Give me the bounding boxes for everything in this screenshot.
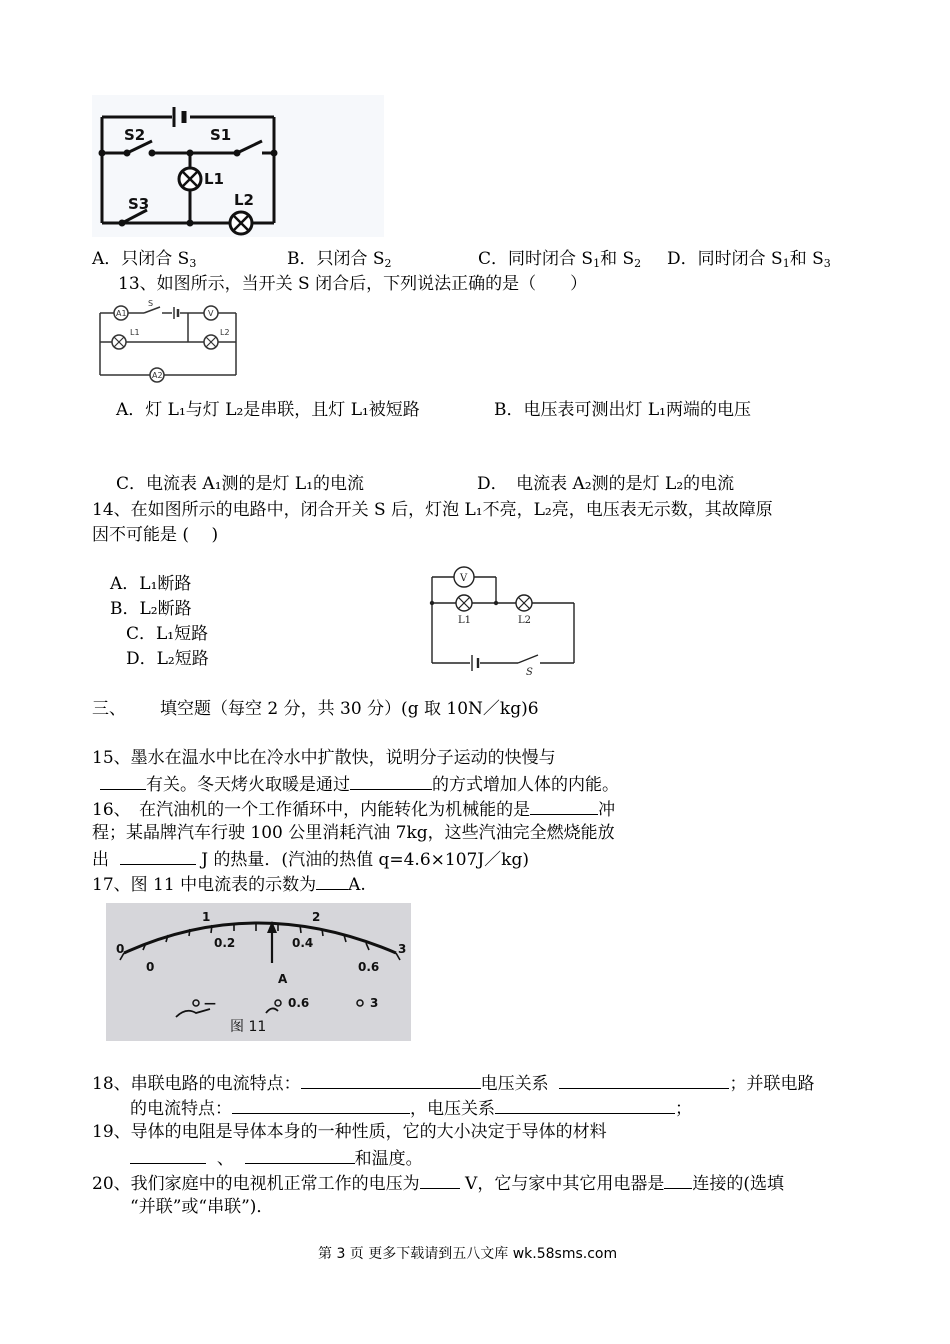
lamp-l2-icon	[516, 595, 532, 611]
q19-line2: 、 和温度。	[130, 1145, 423, 1171]
label-l2: L2	[220, 328, 230, 337]
q14-option-b: B．L₂断路	[110, 599, 192, 619]
figure-caption: 图 11	[230, 1019, 267, 1035]
page-footer: 第 3 页 更多下载请到五八文库 wk.58sms.com	[318, 1246, 618, 1262]
tick-top-1: 1	[202, 910, 211, 924]
circuit-diagram-q13	[92, 297, 242, 383]
blank-input[interactable]	[130, 1145, 206, 1164]
label-v: V	[460, 573, 468, 584]
q13-option-a: A．灯 L₁与灯 L₂是串联，且灯 L₁被短路	[116, 400, 420, 420]
q12-option-c: C．同时闭合 $S_1$和 $S_2$	[478, 249, 642, 270]
tick-top-2: 2	[312, 910, 321, 924]
q12-option-d: D．同时闭合 $S_1$和 $S_3$	[667, 249, 831, 270]
blank-input[interactable]	[232, 1095, 410, 1114]
tick-top-0: 0	[116, 942, 125, 956]
tick-top-3: 3	[398, 942, 407, 956]
q12-option-a: A．只闭合 $S_3$	[92, 249, 197, 270]
label-a1: A1	[116, 309, 127, 318]
blank-input[interactable]	[301, 1070, 481, 1089]
label-v: V	[208, 309, 214, 318]
tick-0-2: 0.2	[214, 936, 236, 950]
lamp-l1-icon	[456, 595, 472, 611]
q15-line2: 有关。冬天烤火取暖是通过 的方式增加人体的内能。	[100, 771, 619, 797]
q17-text: 17、图 11 中电流表的示数为 A.	[92, 871, 366, 897]
q20-line1: 20、我们家庭中的电视机正常工作的电压为 V，它与家中其它用电器是 连接的(选填	[92, 1170, 784, 1196]
terminal-0-6: 0.6	[288, 996, 310, 1010]
blank-input[interactable]	[350, 771, 432, 790]
q20-line2: “并联”或“串联”)．	[130, 1197, 274, 1217]
label-s: S	[148, 299, 154, 308]
blank-input[interactable]	[530, 796, 598, 815]
blank-input[interactable]	[100, 771, 146, 790]
q14-stem-line1: 14、在如图所示的电路中，闭合开关 S 后，灯泡 L₁不亮，L₂亮，电压表无示数，其故障原	[92, 500, 773, 520]
circuit-diagram-q14	[428, 565, 580, 677]
label-s1: S1	[210, 126, 232, 144]
q13-stem: 13、如图所示，当开关 S 闭合后，下列说法正确的是（ ）	[118, 274, 588, 294]
label-l2: L2	[518, 615, 532, 626]
q14-option-a: A．L₁断路	[110, 574, 192, 594]
tick-bottom-0: 0	[146, 960, 155, 974]
label-l2: L2	[234, 191, 254, 209]
q19-line1: 19、导体的电阻是导体本身的一种性质，它的大小决定于导体的材料	[92, 1122, 607, 1142]
ammeter-dial	[106, 903, 411, 1041]
q13-option-c: C．电流表 A₁测的是灯 L₁的电流	[116, 474, 365, 494]
terminal-3: 3	[370, 996, 379, 1010]
blank-input[interactable]	[120, 846, 196, 865]
blank-input[interactable]	[316, 871, 348, 890]
section-number: 三、	[92, 699, 126, 719]
section-title: 填空题（每空 2 分，共 30 分）(g 取 10N／kg)6	[160, 699, 539, 719]
meter-unit: A	[278, 972, 288, 986]
q12-option-b: B．只闭合 $S_2$	[287, 249, 392, 270]
lamp-l2-icon	[204, 335, 218, 349]
tick-0-4: 0.4	[292, 936, 314, 950]
q16-line2: 程；某晶牌汽车行驶 100 公里消耗汽油 7kg，这些汽油完全燃烧能放	[92, 823, 615, 843]
label-l1: L1	[130, 328, 140, 337]
blank-input[interactable]	[245, 1145, 355, 1164]
label-a2: A2	[152, 371, 163, 380]
label-l1: L1	[458, 615, 472, 626]
terminal-negative: —	[204, 996, 216, 1010]
blank-input[interactable]	[664, 1170, 692, 1189]
q18-line2: 的电流特点： ，电压关系 ；	[130, 1095, 692, 1121]
q14-option-c: C．L₁短路	[126, 624, 209, 644]
lamp-l1-icon	[179, 168, 201, 190]
blank-input[interactable]	[420, 1170, 460, 1189]
blank-input[interactable]	[495, 1095, 675, 1114]
q16-line1: 16、 在汽油机的一个工作循环中，内能转化为机械能的是 冲	[92, 796, 615, 822]
q13-option-b: B．电压表可测出灯 L₁两端的电压	[494, 400, 751, 420]
label-l1: L1	[204, 170, 224, 188]
q14-option-d: D．L₂短路	[126, 649, 209, 669]
q18-line1: 18、串联电路的电流特点： 电压关系 ；并联电路	[92, 1070, 814, 1096]
q14-stem-line2: 因不可能是 ( )	[92, 525, 219, 545]
q16-line3: 出 J 的热量．(汽油的热值 q=4.6×107J／kg)	[92, 846, 529, 872]
q13-option-d: D． 电流表 A₂测的是灯 L₂的电流	[477, 474, 735, 494]
q15-line1: 15、墨水在温水中比在冷水中扩散快，说明分子运动的快慢与	[92, 748, 556, 768]
tick-0-6: 0.6	[358, 960, 380, 974]
circuit-diagram-q12	[92, 95, 384, 237]
label-s3: S3	[128, 195, 150, 213]
label-s: S	[526, 667, 533, 677]
blank-input[interactable]	[559, 1070, 729, 1089]
label-s2: S2	[124, 126, 146, 144]
lamp-l1-icon	[112, 335, 126, 349]
lamp-l2-icon	[230, 212, 252, 234]
